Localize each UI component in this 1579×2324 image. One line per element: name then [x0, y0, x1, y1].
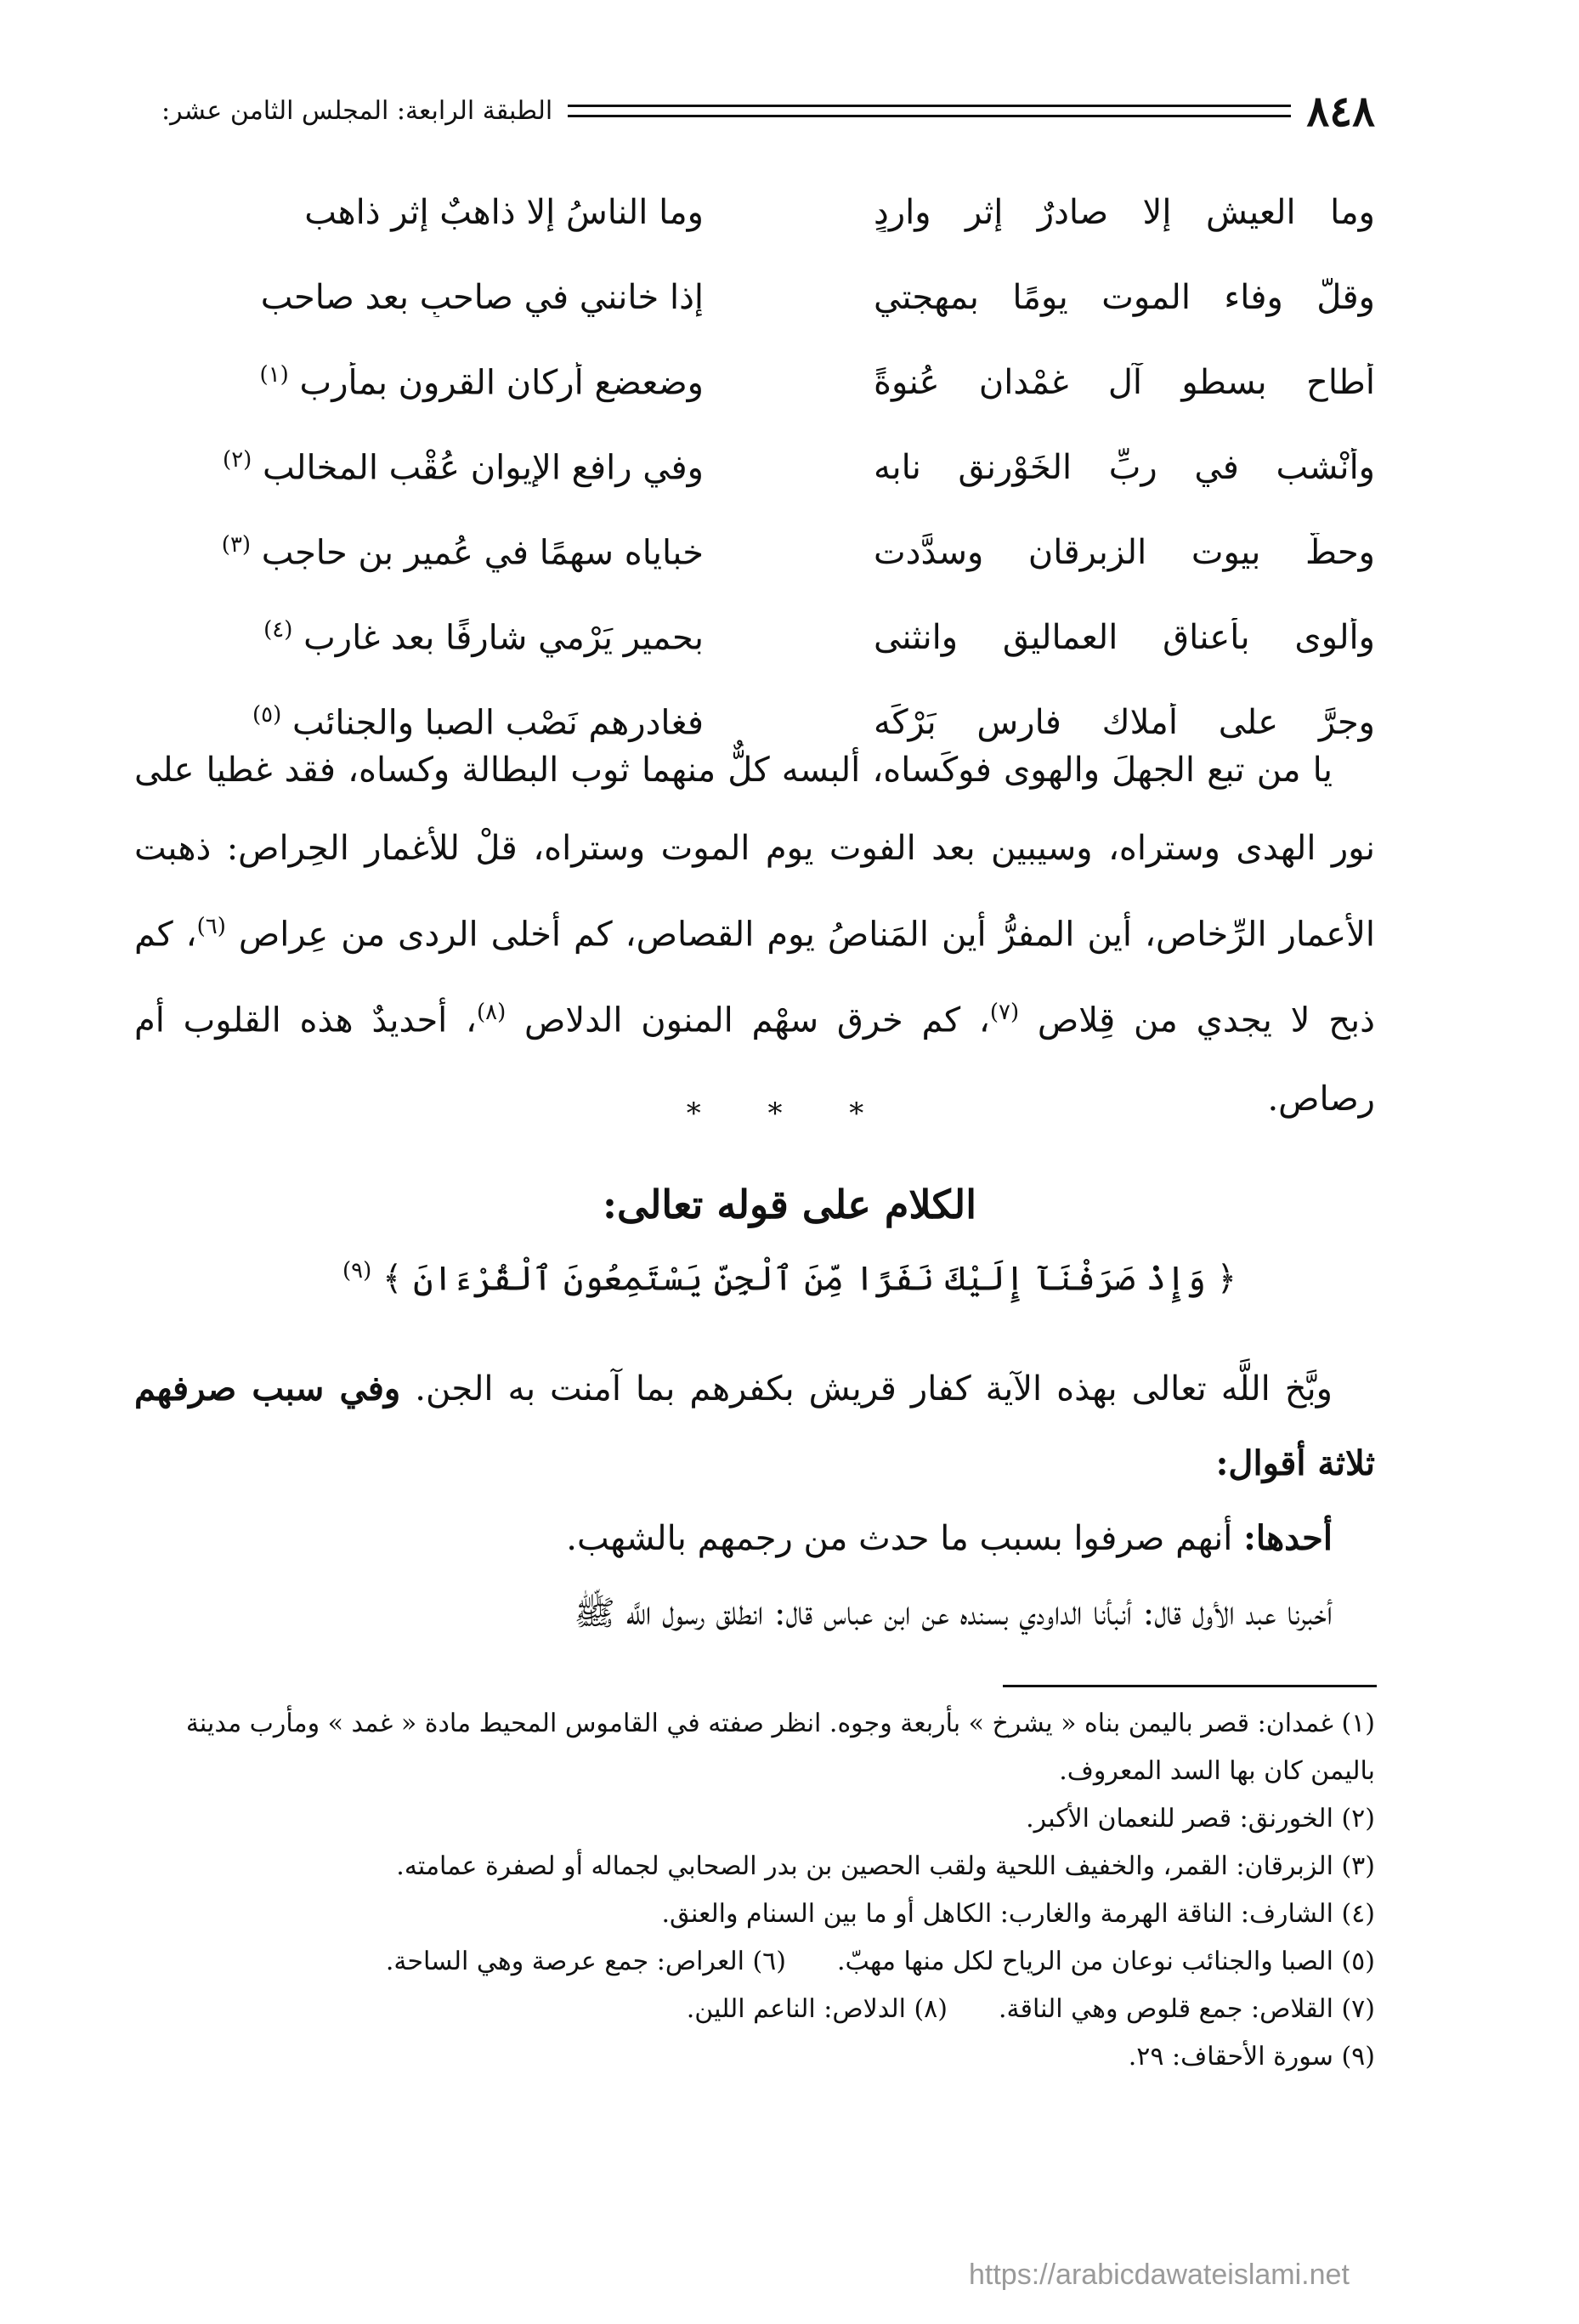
footnote-3: (٣) الزبرقان: القمر، والخفيف اللحية ولقب الحصين بن بدر الصحابي لجماله أو لصفرة عمامته.: [396, 1851, 1375, 1881]
footnotes: [134, 1700, 1375, 2081]
poem: [202, 170, 1375, 765]
poem-first-hemistich: وجرَّ على أملاك فارس بَرْكَه: [874, 703, 1375, 742]
watermark-url: https://arabicdawateislami.net: [969, 2259, 1350, 2291]
footnote-ref[interactable]: (٧): [989, 1000, 1020, 1026]
poem-second-hemistich: [202, 617, 704, 657]
footnote-8: (٨) الدلاص: الناعم اللين.: [686, 1994, 948, 2024]
footnote-1: (١) غمدان: قصر باليمن بناه « يشرخ » بأربعة وجوه. انظر صفته في القاموس المحيط مادة « غمد » ومأرب مدينة: [185, 1709, 1375, 1738]
footnote-6: (٦) العراص: جمع عرصة وهي الساحة.: [385, 1947, 787, 1976]
header-double-rule: [568, 105, 1291, 117]
footnote-ref[interactable]: (٥): [252, 702, 282, 728]
page-number: ٨٤٨: [1306, 85, 1375, 136]
paragraph: أخبرنا عبد الأول قال: أنبأنا الداودي بسنده عن ابن عباس قال: انطلق رسول اللَّه ﷺ: [574, 1594, 1333, 1633]
footnote-ref[interactable]: (٤): [263, 617, 293, 643]
paragraph-text: أنهم صرفوا بسبب ما حدث من رجمهم بالشهب.: [566, 1519, 1233, 1558]
footnote-ref[interactable]: (٣): [221, 532, 252, 558]
hemistich-text: وما الناسُ إلا ذاهبٌ إثر ذاهب: [304, 193, 704, 232]
prose-paragraph: [134, 731, 1375, 1138]
hemistich-text: وفي رافع الإيوان عُقْب المخالب: [263, 448, 704, 488]
verse-text: ﴿ وَإِذْ صَرَفْنَآ إِلَيْكَ نَفَرًا مِّنَ ٱلْجِنِّ يَسْتَمِعُونَ ٱلْقُرْءَانَ ﴾: [382, 1259, 1237, 1299]
running-title: الطبقة الرابعة: المجلس الثامن عشر:: [161, 95, 553, 126]
hemistich-text: فغادرهم نَصْب الصبا والجنائب: [291, 703, 704, 743]
footnote-1-continued: باليمن كان بها السد المعروف.: [1059, 1756, 1375, 1786]
poem-line: [202, 510, 1375, 595]
footnote-divider: [1003, 1685, 1377, 1687]
poem-first-hemistich: وأنْشب في ربِّ الخَوْرنق نابه: [874, 448, 1375, 487]
poem-line: [202, 595, 1375, 680]
hemistich-text: وضعضع أركان القرون بمأرب: [299, 363, 704, 403]
poem-second-hemistich: [202, 278, 704, 317]
paragraph-text: ، كم ذبح لا يجدي من قِلاص: [134, 915, 1375, 1040]
poem-line: [202, 425, 1375, 510]
page-header: [161, 81, 1375, 140]
poem-first-hemistich: وما العيش إلا صادرٌ إثر واردٍ: [874, 193, 1375, 232]
footnote-9: (٩) سورة الأحقاف: ٢٩.: [1128, 2042, 1375, 2072]
paragraph-text: يا من تبع الجهلَ والهوى فوكَساه، ألبسه كلٌّ منهما ثوب البطالة وكساه، فقد غطيا على نور الهدى وستراه، وسيبين بعد الفوت يوم الموت وستراه، قلْ للأغمار الحِراص: ذهبت الأعمار الرِّخاص، أين المفرُّ أين المَناصُ يوم القصاص، كم أخلى الردى من عِراص: [134, 751, 1376, 955]
footnote-7: (٧) القلاص: جمع قلوص وهي الناقة.: [999, 1994, 1375, 2024]
paragraph-text: وبَّخ اللَّه تعالى بهذه الآية كفار قريش بكفرهم بما آمنت به الجن.: [415, 1369, 1333, 1409]
hemistich-text: بحمير يَرْمي شارفًا بعد غارب: [303, 618, 704, 658]
poem-first-hemistich: وألوى بأعناق العماليق وانثنى: [874, 618, 1375, 657]
poem-first-hemistich: وقلَّ وفاء الموت يومًا بمهجتي: [874, 278, 1375, 317]
poem-second-hemistich: [202, 532, 704, 572]
section-separator: * * *: [686, 1097, 893, 1131]
section-heading: الكلام على قوله تعالى:: [603, 1182, 976, 1227]
footnote-5: (٥) الصبا والجنائب نوعان من الرياح لكل منها مهبّ.: [837, 1947, 1375, 1976]
bold-label: أحدها:: [1243, 1518, 1333, 1558]
paragraph-text: ، كم خرق سهْم المنون الدلاص: [524, 1000, 990, 1040]
poem-line: [202, 340, 1375, 425]
hemistich-text: خباياه سهمًا في عُمير بن حاجب: [261, 533, 704, 573]
footnote-ref[interactable]: (١): [259, 362, 289, 388]
quran-verse: [0, 1258, 1579, 1298]
poem-line: [202, 170, 1375, 255]
poem-first-hemistich: وحطَّ بيوت الزبرقان وسدَّدت: [874, 533, 1375, 572]
poem-second-hemistich: [202, 362, 704, 402]
poem-line: [202, 255, 1375, 340]
footnote-4: (٤) الشارف: الناقة الهرمة والغارب: الكاهل أو ما بين السنام والعنق.: [661, 1899, 1375, 1929]
paragraph-text: ، أحديدٌ هذه القلوب أم رصاص.: [134, 1000, 1375, 1119]
footnote-pair: [134, 1986, 1375, 2033]
bold-phrase: وفي سبب صرفهم ثلاثة أقوال:: [134, 1369, 1375, 1483]
paragraph: [134, 1501, 1375, 1576]
footnote-2: (٢) الخورنق: قصر للنعمان الأكبر.: [1026, 1804, 1375, 1834]
footnote-ref[interactable]: (٦): [196, 914, 226, 939]
paragraph: [134, 1352, 1375, 1501]
hemistich-text: إذا خانني في صاحبٍ بعد صاحب: [260, 278, 704, 317]
footnote-pair: [134, 1938, 1375, 1986]
poem-second-hemistich: [202, 193, 704, 232]
poem-first-hemistich: أطاح بسطوٍ آل غمْدان عُنوةً: [874, 363, 1375, 402]
footnote-ref[interactable]: (٢): [223, 447, 252, 473]
footnote-ref[interactable]: (٩): [342, 1258, 372, 1284]
paragraph: [134, 731, 1375, 1138]
poem-second-hemistich: [202, 447, 704, 487]
body-text: [134, 1352, 1375, 1651]
footnote-ref[interactable]: (٨): [476, 1000, 507, 1026]
